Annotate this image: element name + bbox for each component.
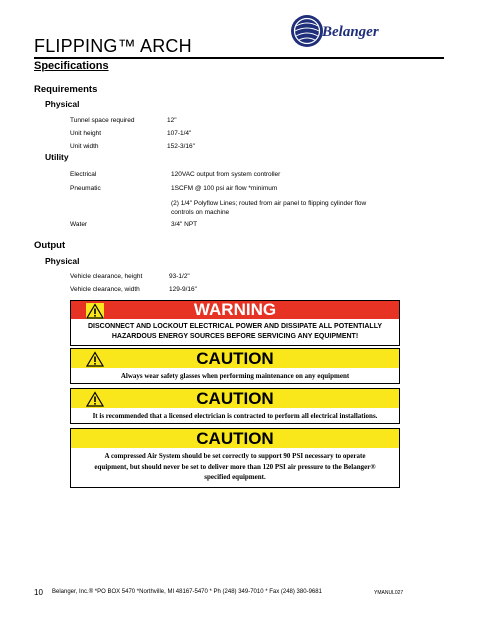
caution-text	[71, 451, 399, 483]
page-title: FLIPPING™ ARCH	[34, 36, 192, 56]
title-divider	[34, 57, 444, 59]
warning-label: WARNING	[193, 300, 277, 319]
spec-label: Electrical	[70, 171, 97, 178]
section-title: Specifications	[34, 60, 109, 72]
caution-text-line: A compressed Air System should be set correctly to support 90 PSI necessary to operate	[104, 452, 366, 460]
output-heading: Output	[34, 240, 66, 251]
caution-label: CAUTION	[196, 388, 274, 408]
spec-label: Pneumatic	[70, 185, 101, 192]
caution-text-line: It is recommended that a licensed electrician is contracted to perform all electrical installations.	[92, 412, 378, 420]
spec-value: 1SCFM @ 100 psi air flow *minimum	[171, 185, 278, 192]
caution-triangle-icon	[86, 351, 104, 367]
requirements-utility-heading: Utility	[45, 152, 69, 162]
caution-text-line: specified equipment.	[204, 473, 266, 481]
spec-value: 12"	[167, 117, 177, 124]
footer-address: Belanger, Inc.® *PO BOX 5470 *Northville, MI 48167-5470 * Ph (248) 349-7010 * Fax (248) 380-9681	[52, 589, 322, 595]
caution-text-line: Always wear safety glasses when performing maintenance on any equipment	[120, 372, 350, 380]
caution-notice	[70, 428, 400, 488]
spec-value: (2) 1/4" Polyflow Lines; routed from air panel to flipping cylinder flow	[171, 200, 367, 207]
spec-label: Unit height	[70, 130, 102, 137]
caution-notice	[70, 348, 400, 384]
document-code: YMANUL027	[374, 590, 404, 596]
warning-notice	[70, 300, 400, 346]
spec-value: 3/4" NPT	[171, 221, 198, 228]
warning-band	[71, 301, 399, 319]
spec-value: 129-9/16"	[169, 286, 197, 293]
caution-text	[71, 371, 399, 381]
belanger-logo	[286, 14, 398, 48]
spec-value: controls on machine	[171, 209, 230, 216]
caution-triangle-icon	[86, 391, 104, 407]
spec-label: Unit width	[70, 143, 99, 150]
caution-band	[71, 349, 399, 368]
caution-text	[71, 411, 399, 421]
spec-value: 107-1/4"	[167, 130, 192, 137]
page-number: 10	[34, 588, 43, 597]
requirements-heading: Requirements	[34, 84, 98, 95]
caution-label: CAUTION	[196, 428, 274, 448]
caution-notice	[70, 388, 400, 424]
warning-text-line: DISCONNECT AND LOCKOUT ELECTRICAL POWER AND DISSIPATE ALL POTENTIALLY	[87, 323, 382, 330]
caution-band	[71, 429, 399, 448]
warning-text	[71, 322, 399, 342]
spec-value: 93-1/2"	[169, 273, 190, 280]
spec-label: Water	[70, 221, 88, 228]
logo-wordmark: Belanger	[322, 24, 379, 40]
spec-value: 152-3/16"	[167, 143, 195, 150]
caution-text-line: equipment, but should never be set to deliver more than 120 PSI air pressure to the Belanger®	[94, 462, 376, 471]
spec-label: Tunnel space required	[70, 117, 135, 124]
caution-band	[71, 389, 399, 408]
spec-label: Vehicle clearance, height	[70, 273, 143, 280]
caution-label: CAUTION	[196, 348, 274, 368]
spec-label: Vehicle clearance, width	[70, 286, 140, 293]
spec-value: 120VAC output from system controller	[171, 171, 281, 178]
requirements-physical-heading: Physical	[45, 99, 80, 109]
warning-triangle-icon	[86, 303, 104, 319]
warning-text-line: HAZARDOUS ENERGY SOURCES BEFORE SERVICING ANY EQUIPMENT!	[111, 333, 359, 340]
output-physical-heading: Physical	[45, 256, 80, 266]
